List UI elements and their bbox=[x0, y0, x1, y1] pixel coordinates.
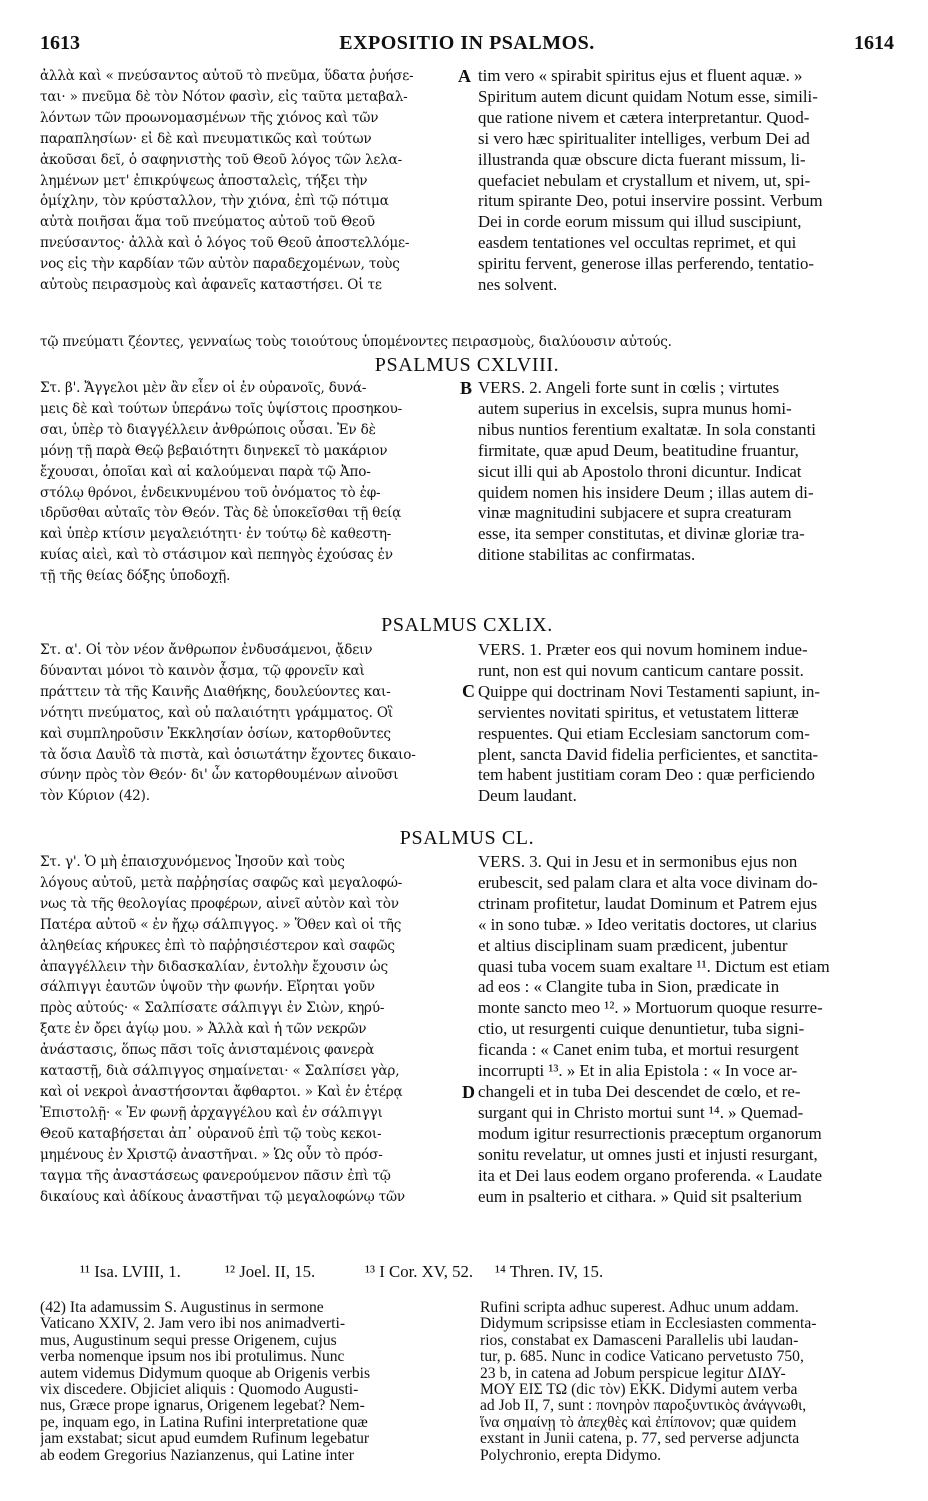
text-line: eum in psalterio et cithara. » Quid sit psalterium bbox=[478, 1186, 802, 1206]
text-line: respuentes. Qui etiam Ecclesiam sanctorum com- bbox=[478, 723, 810, 743]
psalm-148-title: PSALMUS CXLVIII. bbox=[374, 354, 560, 376]
text-line: σάλπιγγι ἑαυτῶν ὑψοῦν τὴν φωνήν. Εἴρηται γοῦν bbox=[40, 979, 375, 996]
text-line: μόνῃ τῇ παρὰ Θεῷ βεβαιότητι διηνεκεῖ τὸ μακάριον bbox=[40, 442, 388, 459]
text-line: ditione stabilitas ac confirmatas. bbox=[478, 545, 696, 565]
reference-14: ¹⁴ Thren. IV, 15. bbox=[495, 1262, 604, 1281]
text-line: δύνανται μόνοι τὸ καινὸν ᾆσμα, τῷ φρονεῖν καὶ bbox=[40, 662, 365, 679]
text-line: λημένων μετ' ἐπικρύψεως ἀποσταλεὶς, τήξει τὴν bbox=[40, 172, 368, 189]
text-line: « in sono tubæ. » Ideo veritatis doctores, ut clarius bbox=[478, 914, 817, 934]
text-line: monte sancto meo ¹². » Mortuorum quoque resurre- bbox=[478, 998, 823, 1018]
text-line: Quippe qui doctrinam Novi Testamenti sapiunt, in- bbox=[478, 681, 821, 701]
greek-fullwidth-line: τῷ πνεύματι ζέοντες, γενναίως τοὺς τοιούτους ὑπομένοντες πειρασμοὺς, διαλύουσιν αὐτούς. bbox=[40, 334, 672, 350]
text-line: Στ. β'. Ἄγγελοι μὲν ἂν εἶεν οἱ ἐν οὐρανοῖς, δυνά- bbox=[40, 380, 367, 396]
greek-column-psalm-150 bbox=[40, 852, 458, 1207]
text-line: Rufini scripta adhuc superest. Adhuc unum addam. bbox=[480, 1300, 799, 1316]
text-line: ἀλλὰ καὶ « πνεύσαντος αὐτοῦ τὸ πνεῦμα, ὕδατα ῥυήσε- bbox=[40, 68, 414, 84]
text-line: quasi tuba vocem suam exaltare ¹¹. Dictum est etiam bbox=[478, 956, 830, 976]
text-line: ἵνα σημαίνῃ τὸ ἀπεχθὲς καὶ ἐπίπονον; quæ quidem bbox=[480, 1414, 797, 1431]
reference-12: ¹² Joel. II, 15. bbox=[225, 1262, 316, 1281]
text-line: αὐτὰ ποιῆσαι ἅμα τοῦ πνεύματος αὐτοῦ τοῦ Θεοῦ bbox=[40, 214, 375, 231]
text-line: Στ. α'. Οἱ τὸν νέον ἄνθρωπον ἐνδυσάμενοι, ᾄδειν bbox=[40, 642, 373, 658]
text-line: erubescit, sed palam clara et alta voce divinam do- bbox=[478, 872, 818, 892]
text-line: quidem nomen his insidere Deum ; illas autem di- bbox=[478, 482, 814, 502]
text-line: ἔχουσαι, ὁποῖαι καὶ αἱ καλούμεναι παρὰ τῷ Ἀπο- bbox=[40, 463, 371, 480]
latin-column-psalm-150 bbox=[478, 852, 896, 1207]
psalm-150-title: PSALMUS CL. bbox=[399, 827, 535, 849]
latin-column-psalm-148 bbox=[478, 378, 896, 566]
text-line: Πατέρα αὐτοῦ « ἐν ἤχῳ σάλπιγγος. » Ὅθεν καὶ οἱ τῆς bbox=[40, 916, 402, 933]
text-line: καὶ οἱ νεκροὶ ἀναστήσονται ἄφθαρτοι. » Καὶ ἐν ἑτέρᾳ bbox=[40, 1083, 403, 1100]
text-line: τὰ ὅσια Δαυῒδ τὰ πιστὰ, καὶ ὁσιωτάτην ἔχοντες δικαιο- bbox=[40, 746, 416, 763]
text-line: ita et Dei laus eodem organo proferenda. « Laudate bbox=[478, 1165, 823, 1185]
text-line: VERS. 3. Qui in Jesu et in sermonibus ejus non bbox=[478, 852, 798, 871]
greek-column-block1 bbox=[40, 66, 458, 296]
text-line: pe, inquam ego, in Latina Rufini interpretatione quæ bbox=[40, 1414, 368, 1431]
text-line: servientes novitati spiritus, et vetustatem litteræ bbox=[478, 702, 799, 722]
text-line: αὐτοὺς πειρασμοὺς καὶ ἀφανεῖς καταστήσει. Οἱ τε bbox=[40, 277, 382, 294]
text-line: ιδρῦσθαι αὐταῖς τὸν Θεόν. Τὰς δὲ ὑποκεῖσθαι τῇ θείᾳ bbox=[40, 505, 402, 522]
text-line: Didymum scripsisse etiam in Ecclesiasten commenta- bbox=[480, 1316, 817, 1333]
scripture-references bbox=[40, 1262, 900, 1284]
text-line: Στ. γ'. Ὁ μὴ ἐπαισχυνόμενος Ἰησοῦν καὶ τοὺς bbox=[40, 854, 345, 870]
text-line: ad Job II, 7, sunt : πονηρὸν παροξυντικὸς ἀνάγνωθι, bbox=[480, 1398, 807, 1415]
psalm-149-title: PSALMUS CXLIX. bbox=[381, 614, 553, 636]
text-line: νως τὰ τῆς θεολογίας προφέρων, αἰνεῖ αὐτὸν καὶ τὸν bbox=[40, 895, 399, 912]
reference-13: ¹³ I Cor. XV, 52. bbox=[365, 1262, 474, 1281]
margin-letter-b: B bbox=[460, 378, 473, 398]
text-line: μημένους ἐν Χριστῷ ἀναστῆναι. » Ὡς οὖν τὸ πρόσ- bbox=[40, 1146, 383, 1163]
text-line: et altius disciplinam suam prædicent, jubentur bbox=[478, 935, 788, 955]
text-line: πρὸς αὐτούς· « Σαλπίσατε σάλπιγγι ἐν Σιὼν, κηρύ- bbox=[40, 1000, 385, 1017]
text-line: ctrinam profitetur, laudat Dominum et Patrem ejus bbox=[478, 893, 818, 913]
text-line: Vaticano XXIV, 2. Jam vero ibi nos animadverti- bbox=[40, 1316, 346, 1333]
greek-column-psalm-149 bbox=[40, 640, 458, 807]
text-line: que ratione nivem et cætera interpretantur. Quod- bbox=[478, 107, 810, 127]
text-line: rios, constabat ex Damasceni Parallelis ubi laudan- bbox=[480, 1332, 799, 1349]
greek-column-psalm-148 bbox=[40, 378, 458, 587]
text-line: ἀπαγγέλλειν τὴν διδασκαλίαν, ἐντολὴν ἔχουσιν ὡς bbox=[40, 958, 388, 975]
latin-column-psalm-149 bbox=[478, 640, 896, 807]
text-line: καὶ συμπληροῦσιν Ἐκκλησίαν ὁσίων, κατορθοῦντες bbox=[40, 725, 391, 742]
text-line: VERS. 1. Præter eos qui novum hominem indue- bbox=[478, 640, 808, 659]
text-line: ficanda : « Canet enim tuba, et mortui resurgent bbox=[478, 1040, 799, 1060]
text-line: καταστῇ, διὰ σάλπιγγος σημαίνεται· « Σαλπίσει γὰρ, bbox=[40, 1063, 400, 1080]
text-line: Dei in corde eorum missum qui illud suscipiunt, bbox=[478, 212, 802, 232]
text-line: ται· » πνεῦμα δὲ τὸν Νότον φασὶν, εἰς ταῦτα μεταβαλ- bbox=[40, 88, 408, 105]
text-line: jam exstabat; sicut apud eumdem Rufinum legebatur bbox=[40, 1431, 370, 1448]
text-line: easdem tentationes vel occultas reprimet, et qui bbox=[478, 233, 797, 253]
text-line: κυίας αἰεὶ, καὶ τὸ στάσιμον καὶ πεπηγὸς ἐχούσας ἐν bbox=[40, 547, 393, 564]
text-line: vix discedere. Objiciet aliquis : Quomodo Augusti- bbox=[40, 1382, 359, 1399]
page-header bbox=[40, 32, 894, 58]
text-line: 23 b, in catena ad Jobum perspicue legitur ΔΙΔΥ- bbox=[480, 1365, 786, 1382]
text-line: ὁμίχλην, τὸν κρύσταλλον, τὴν χιόνα, ἐπὶ τῷ πότιμα bbox=[40, 193, 389, 210]
text-line: μεις δὲ καὶ τούτων ὑπεράνω τοῖς ὑψίστοις προσηκου- bbox=[40, 400, 403, 417]
running-title: EXPOSITIO IN PSALMOS. bbox=[339, 32, 595, 54]
margin-letter-a: A bbox=[458, 66, 471, 86]
text-line: nibus nuntios ferentium exaltatæ. In sola constanti bbox=[478, 419, 816, 439]
text-line: autem videmus Didymum quoque ab Origenis verbis bbox=[40, 1365, 371, 1382]
text-line: nes solvent. bbox=[478, 275, 558, 295]
text-line: ritum spirante Deo, potui inservire possint. Verbum bbox=[478, 191, 823, 211]
text-line: Θεοῦ καταβήσεται ἀπ᾽ οὐρανοῦ ἐπὶ τῷ τοὺς κεκοι- bbox=[40, 1125, 382, 1142]
text-line: στόλῳ θρόνοι, ἐνδεικνυμένου τοῦ ὀνόματος τὸ ἐφ- bbox=[40, 484, 381, 501]
text-line: tim vero « spirabit spiritus ejus et fluent aquæ. » bbox=[478, 66, 803, 85]
text-line: vinæ magnitudini subjacere et supra creaturam bbox=[478, 503, 792, 523]
text-line: Spiritum autem dicunt quidam Notum esse, simili- bbox=[478, 86, 818, 106]
text-line: ab eodem Gregorius Nazianzenus, qui Latine inter bbox=[40, 1447, 354, 1464]
text-line: λόγους αὐτοῦ, μετὰ παῤῥησίας σαφῶς καὶ μεγαλοφώ- bbox=[40, 874, 403, 891]
text-line: (42) Ita adamussim S. Augustinus in sermone bbox=[40, 1300, 324, 1316]
text-line: VERS. 2. Angeli forte sunt in cœlis ; virtutes bbox=[478, 378, 780, 397]
text-line: Deum laudant. bbox=[478, 786, 577, 806]
text-line: si vero hæc spiritualiter intelliges, verbum Dei ad bbox=[478, 128, 810, 148]
footnote-42-right bbox=[480, 1300, 900, 1464]
text-line: tur, p. 685. Nunc in codice Vaticano pervetusto 750, bbox=[480, 1349, 804, 1366]
page-number-right: 1614 bbox=[854, 32, 894, 54]
text-line: ἀκοῦσαι δεῖ, ὁ σαφηνιστὴς τοῦ Θεοῦ λόγος τῶν λελα- bbox=[40, 151, 403, 168]
text-line: ξατε ἐν ὄρει ἁγίῳ μου. » Ἀλλὰ καὶ ἡ τῶν νεκρῶν bbox=[40, 1021, 367, 1038]
text-line: exstant in Junii catena, p. 77, sed perverse adjuncta bbox=[480, 1431, 800, 1448]
text-line: nus, Græce prope ignarus, Origenem legebat? Nem- bbox=[40, 1398, 365, 1415]
text-line: illustranda quæ obscure dicta fuerant missum, li- bbox=[478, 149, 806, 169]
text-line: σαι, ὑπὲρ τὸ διαγγέλλειν ἀνθρώποις οὖσαι. Ἐν δὲ bbox=[40, 421, 376, 438]
text-line: sicut illi qui ab Apostolo throni dicuntur. Indicat bbox=[478, 461, 802, 481]
text-line: ἀνάστασις, ὅπως πᾶσι τοῖς ἀνισταμένοις φανερὰ bbox=[40, 1042, 375, 1059]
text-line: surgant qui in Christo mortui sunt ¹⁴. » Quemad- bbox=[478, 1102, 804, 1122]
margin-letter-c: C bbox=[462, 681, 475, 701]
text-line: esse, ita semper constitutas, et divinæ gloriæ tra- bbox=[478, 524, 805, 544]
text-line: δικαίους καὶ ἀδίκους ἀναστῆναι τῷ μεγαλοφώνῳ τῶν bbox=[40, 1188, 405, 1205]
text-line: σύνην πρὸς τὸν Θεόν· δι' ὧν κατορθουμένων αἰνοῦσι bbox=[40, 767, 399, 784]
text-line: πράττειν τὰ τῆς Καινῆς Διαθήκης, δουλεύοντες και- bbox=[40, 683, 391, 700]
text-line: λόντων τῶν προωνομασμένων τῆς χιόνος καὶ τῶν bbox=[40, 109, 379, 126]
text-line: Ἐπιστολῇ· « Ἐν φωνῇ ἀρχαγγέλου καὶ ἐν σάλπιγγι bbox=[40, 1104, 383, 1121]
margin-letter-d: D bbox=[462, 1082, 475, 1102]
reference-11: ¹¹ Isa. LVIII, 1. bbox=[80, 1262, 181, 1281]
text-line: ΜΟΥ ΕΙΣ ΤΩ (dic τὸν) ΕΚΚ. Didymi autem verba bbox=[480, 1382, 798, 1399]
text-line: νος εἰς τὴν καρδίαν τῶν αὐτὸν παραδεχομένων, τοὺς bbox=[40, 256, 400, 273]
text-line: spiritu fervent, generose illas perferendo, tentatio- bbox=[478, 254, 814, 274]
text-line: τὸν Κύριον (42). bbox=[40, 788, 150, 805]
text-line: καὶ ὑπὲρ κτίσιν μεγαλειότητι· ἐν τούτῳ δὲ καθεστη- bbox=[40, 526, 392, 543]
text-line: παραπλησίων· εἰ δὲ καὶ πνευματικῶς καὶ τούτων bbox=[40, 130, 372, 147]
text-line: νότητι πνεύματος, καὶ οὐ παλαιότητι γράμματος. Οἳ bbox=[40, 704, 393, 721]
text-line: ad eos : « Clangite tuba in Sion, prædicate in bbox=[478, 977, 780, 997]
text-line: mus, Augustinum sequi presse Origenem, cujus bbox=[40, 1332, 337, 1349]
text-line: tem habent justitiam coram Deo : quæ perficiendo bbox=[478, 765, 815, 785]
text-line: πνεύσαντος· ἀλλὰ καὶ ὁ λόγος τοῦ Θεοῦ ἀποστελλόμε- bbox=[40, 235, 410, 252]
text-line: ἀληθείας κήρυκες ἐπὶ τὸ παῤῥησιέστερον καὶ σαφῶς bbox=[40, 937, 395, 954]
text-line: autem superius in excelsis, supra munus homi- bbox=[478, 398, 792, 418]
text-line: ταγμα τῆς ἀναστάσεως φανερούμενον πᾶσιν ἐπὶ τῷ bbox=[40, 1167, 391, 1184]
text-line: incorrupti ¹³. » Et in alia Epistola : « In voce ar- bbox=[478, 1061, 798, 1081]
text-line: plent, sancta David fidelia perficientes, et sanctita- bbox=[478, 744, 819, 764]
footnote-42-left bbox=[40, 1300, 460, 1464]
text-line: changeli et in tuba Dei descendet de cœlo, et re- bbox=[478, 1081, 801, 1101]
page-number-left: 1613 bbox=[40, 32, 80, 54]
text-line: Polychronio, erepta Didymo. bbox=[480, 1447, 662, 1464]
text-line: quefaciet nebulam et crystallum et nivem, ut, spi- bbox=[478, 170, 811, 190]
text-line: ctio, ut resurgenti cuique denuntietur, tuba signi- bbox=[478, 1019, 805, 1039]
text-line: runt, non est qui novum canticum cantare possit. bbox=[478, 660, 804, 680]
text-line: modum igitur resurrectionis præceptum organorum bbox=[478, 1123, 822, 1143]
text-line: firmitate, quæ apud Deum, beatitudine fruantur, bbox=[478, 440, 799, 460]
text-line: sonitu revelatur, ut omnes justi et injusti resurgant, bbox=[478, 1144, 818, 1164]
latin-column-block1 bbox=[478, 66, 896, 296]
text-line: verba nomenque ipsum nos ibi protulimus. Nunc bbox=[40, 1349, 345, 1366]
text-line: τῇ τῆς θείας δόξης ὑποδοχῇ. bbox=[40, 568, 231, 585]
